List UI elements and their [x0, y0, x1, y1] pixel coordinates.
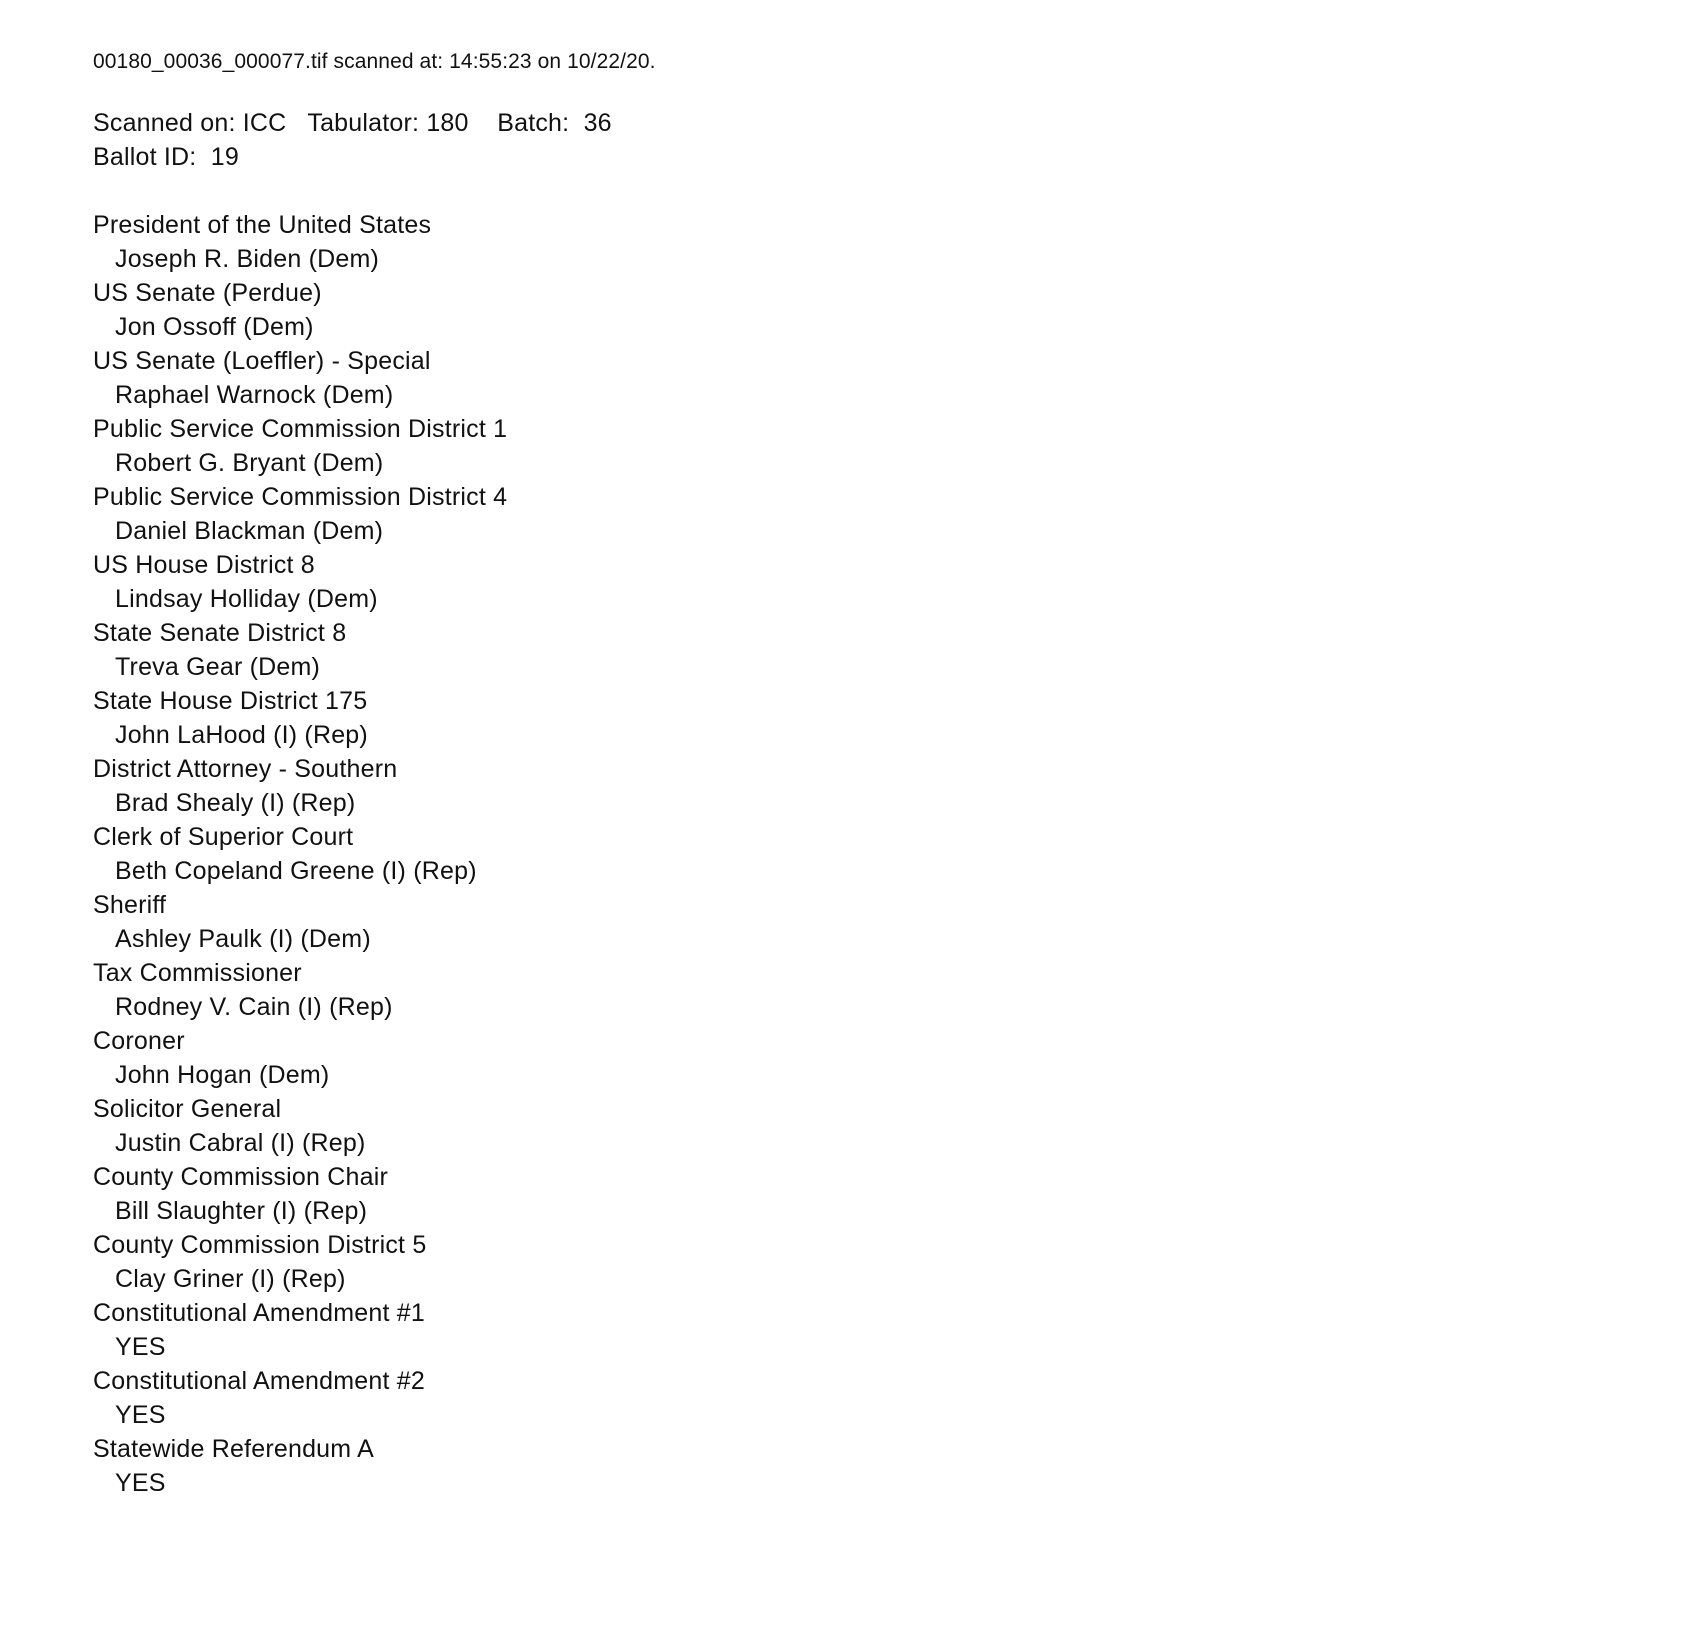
contest-row	[93, 1160, 1668, 1228]
contest-row	[93, 548, 1668, 616]
contest-row	[93, 888, 1668, 956]
contest-title: Solicitor General	[93, 1095, 282, 1123]
contest-selection: John Hogan (Dem)	[115, 1061, 330, 1089]
contest-title: Constitutional Amendment #1	[93, 1299, 425, 1327]
contest-title: President of the United States	[93, 211, 432, 239]
contest-title: Public Service Commission District 1	[93, 415, 508, 443]
contest-title: County Commission District 5	[93, 1231, 427, 1259]
contest-selection: Beth Copeland Greene (I) (Rep)	[115, 857, 477, 885]
contest-selection: Clay Griner (I) (Rep)	[115, 1265, 346, 1293]
contest-selection: Robert G. Bryant (Dem)	[115, 449, 384, 477]
contest-row	[93, 412, 1668, 480]
scan-filename-line: 00180_00036_000077.tif scanned at: 14:55:23 on 10/22/20.	[93, 50, 656, 73]
contest-row	[93, 1364, 1668, 1432]
contest-selection: Treva Gear (Dem)	[115, 653, 321, 681]
contest-title: Sheriff	[93, 891, 167, 919]
contest-title: Public Service Commission District 4	[93, 483, 508, 511]
contest-selection: YES	[115, 1401, 166, 1429]
scan-info-line: Scanned on: ICC Tabulator: 180 Batch: 36	[93, 109, 612, 137]
contest-row	[93, 1092, 1668, 1160]
contest-row	[93, 752, 1668, 820]
contest-row	[93, 1228, 1668, 1296]
contest-row	[93, 344, 1668, 412]
contest-selection: YES	[115, 1333, 166, 1361]
contest-row	[93, 820, 1668, 888]
contest-row	[93, 1432, 1668, 1500]
contest-selection: Rodney V. Cain (I) (Rep)	[115, 993, 393, 1021]
contest-title: State House District 175	[93, 687, 368, 715]
contest-title: Coroner	[93, 1027, 185, 1055]
contest-row	[93, 276, 1668, 344]
contest-row	[93, 208, 1668, 276]
spacer	[93, 76, 1668, 106]
contest-row	[93, 1024, 1668, 1092]
ballot-scan-report	[93, 48, 1668, 1500]
contest-selection: Raphael Warnock (Dem)	[115, 381, 394, 409]
contest-selection: John LaHood (I) (Rep)	[115, 721, 368, 749]
contest-title: Constitutional Amendment #2	[93, 1367, 425, 1395]
contest-row	[93, 616, 1668, 684]
contest-title: US Senate (Loeffler) - Special	[93, 347, 431, 375]
contest-selection: YES	[115, 1469, 166, 1497]
contest-selection: Lindsay Holliday (Dem)	[115, 585, 378, 613]
contest-title: Tax Commissioner	[93, 959, 302, 987]
contest-row	[93, 480, 1668, 548]
contest-title: US Senate (Perdue)	[93, 279, 322, 307]
contest-row	[93, 956, 1668, 1024]
contest-title: District Attorney - Southern	[93, 755, 398, 783]
contest-row	[93, 1296, 1668, 1364]
contest-title: County Commission Chair	[93, 1163, 388, 1191]
spacer	[93, 174, 1668, 208]
ballot-id-line: Ballot ID: 19	[93, 143, 239, 171]
contest-selection: Justin Cabral (I) (Rep)	[115, 1129, 366, 1157]
contest-row	[93, 684, 1668, 752]
contest-title: Statewide Referendum A	[93, 1435, 374, 1463]
contest-selection: Bill Slaughter (I) (Rep)	[115, 1197, 368, 1225]
contest-title: US House District 8	[93, 551, 315, 579]
contest-selection: Jon Ossoff (Dem)	[115, 313, 314, 341]
contest-selection: Daniel Blackman (Dem)	[115, 517, 384, 545]
contest-list	[93, 208, 1668, 1500]
contest-title: Clerk of Superior Court	[93, 823, 354, 851]
contest-title: State Senate District 8	[93, 619, 347, 647]
contest-selection: Ashley Paulk (I) (Dem)	[115, 925, 371, 953]
contest-selection: Brad Shealy (I) (Rep)	[115, 789, 356, 817]
contest-selection: Joseph R. Biden (Dem)	[115, 245, 380, 273]
